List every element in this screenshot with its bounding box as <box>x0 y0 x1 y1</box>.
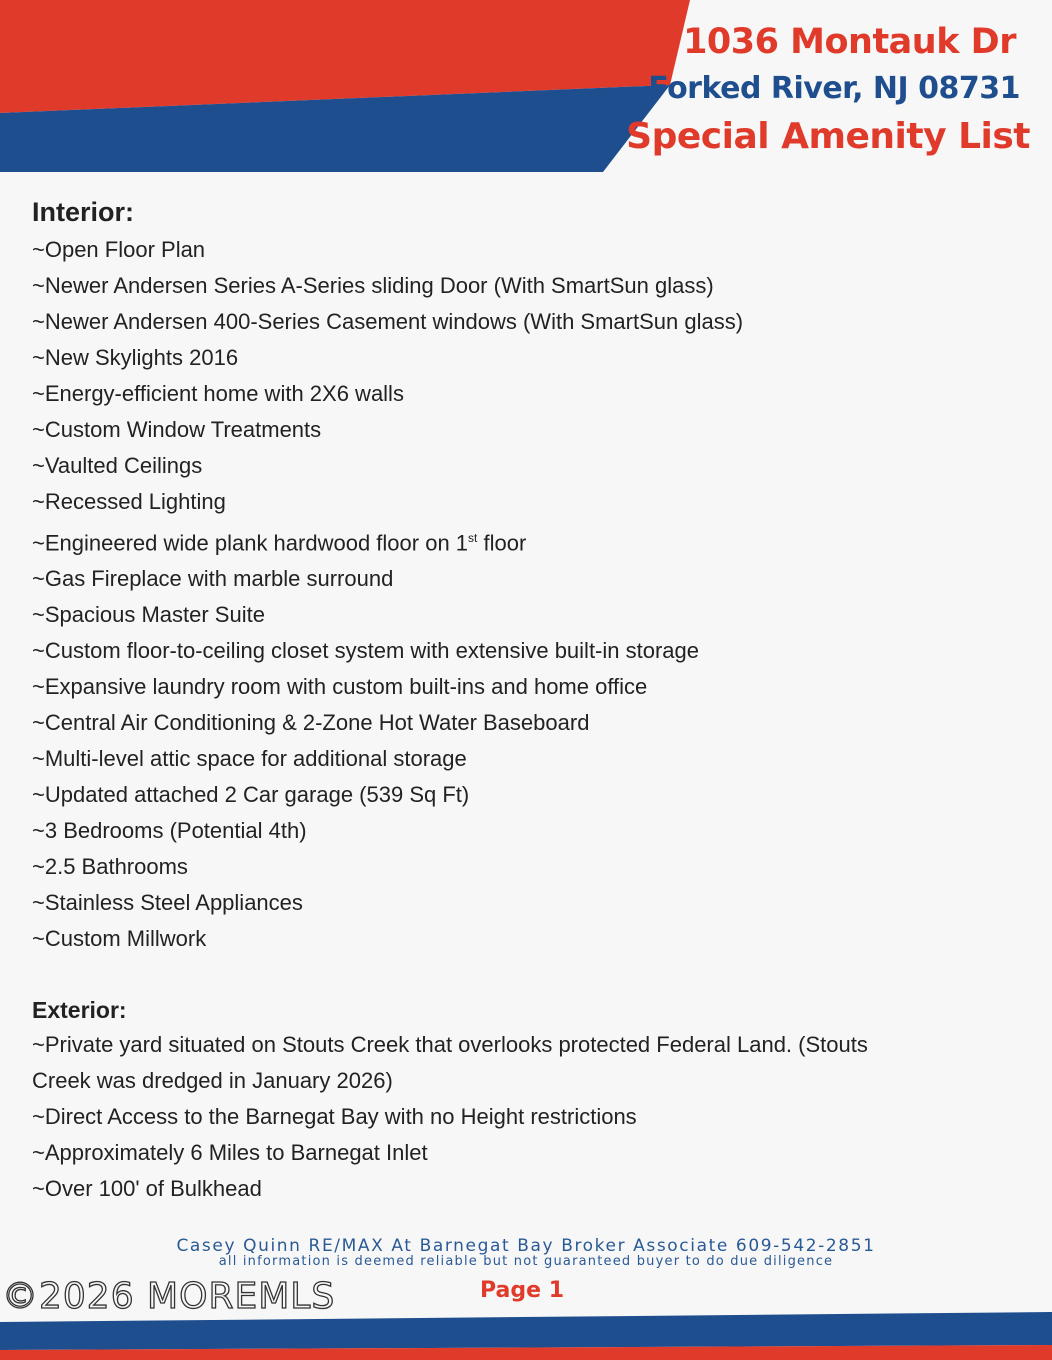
list-item: ~Energy-efficient home with 2X6 walls <box>32 381 404 406</box>
exterior-list <box>32 1027 992 1207</box>
list-item: ~2.5 Bathrooms <box>32 854 188 880</box>
list-item: ~Recessed Lighting <box>32 489 226 514</box>
list-item: ~Custom Millwork <box>32 926 207 952</box>
address-line-1: 1036 Montauk Dr <box>683 22 1016 62</box>
disclaimer-line: all information is deemed reliable but not guaranteed buyer to do due diligence <box>218 1254 834 1269</box>
list-item: ~Vaulted Ceilings <box>32 453 203 478</box>
page-number: Page 1 <box>480 1278 565 1303</box>
interior-heading: Interior: <box>32 197 135 227</box>
list-item: ~Custom Window Treatments <box>32 417 322 442</box>
list-item: ~Expansive laundry room with custom built-ins and home office <box>32 674 648 700</box>
floor-item-suffix: floor <box>477 530 527 556</box>
list-item: ~Gas Fireplace with marble surround <box>32 566 394 592</box>
list-item: ~Over 100' of Bulkhead <box>32 1176 262 1202</box>
interior-list <box>32 232 992 957</box>
footer-blue-band <box>0 1312 1052 1350</box>
amenity-content <box>32 192 992 1207</box>
list-item: ~Spacious Master Suite <box>32 602 265 628</box>
list-item: ~Updated attached 2 Car garage (539 Sq Ft) <box>32 782 470 808</box>
list-item: ~Central Air Conditioning & 2-Zone Hot Water Baseboard <box>32 710 590 736</box>
list-item: ~Open Floor Plan <box>32 237 206 262</box>
title-block <box>626 20 1030 160</box>
list-item: ~Multi-level attic space for additional storage <box>32 746 467 772</box>
list-item: ~Approximately 6 Miles to Barnegat Inlet <box>32 1140 428 1166</box>
floor-item-text: ~Engineered wide plank hardwood floor on 1 <box>32 530 469 556</box>
ordinal-suffix: st <box>468 531 478 545</box>
list-item: ~New Skylights 2016 <box>32 345 239 370</box>
list-item: ~Newer Andersen Series A-Series sliding Door (With SmartSun glass) <box>32 273 714 298</box>
list-item: ~Direct Access to the Barnegat Bay with no Height restrictions <box>32 1104 637 1130</box>
address-line-2: Forked River, NJ 08731 <box>648 71 1020 106</box>
list-item: ~Custom floor-to-ceiling closet system with extensive built-in storage <box>32 638 699 664</box>
list-item <box>32 520 992 561</box>
list-item: ~3 Bedrooms (Potential 4th) <box>32 818 307 844</box>
list-item: ~Stainless Steel Appliances <box>32 890 303 916</box>
list-title: Special Amenity List <box>626 116 1030 157</box>
list-item: ~Private yard situated on Stouts Creek that overlooks protected Federal Land. (Stouts Creek was dredged in January 2026) <box>32 1032 868 1094</box>
footer-banner-graphic <box>0 1310 1052 1360</box>
list-item: ~Newer Andersen 400-Series Casement windows (With SmartSun glass) <box>32 309 744 334</box>
exterior-heading: Exterior: <box>32 997 127 1024</box>
mls-watermark: ©2026 MOREMLS <box>2 1276 336 1317</box>
agent-contact-line: Casey Quinn RE/MAX At Barnegat Bay Broker Associate 609-542-2851 <box>176 1236 876 1256</box>
